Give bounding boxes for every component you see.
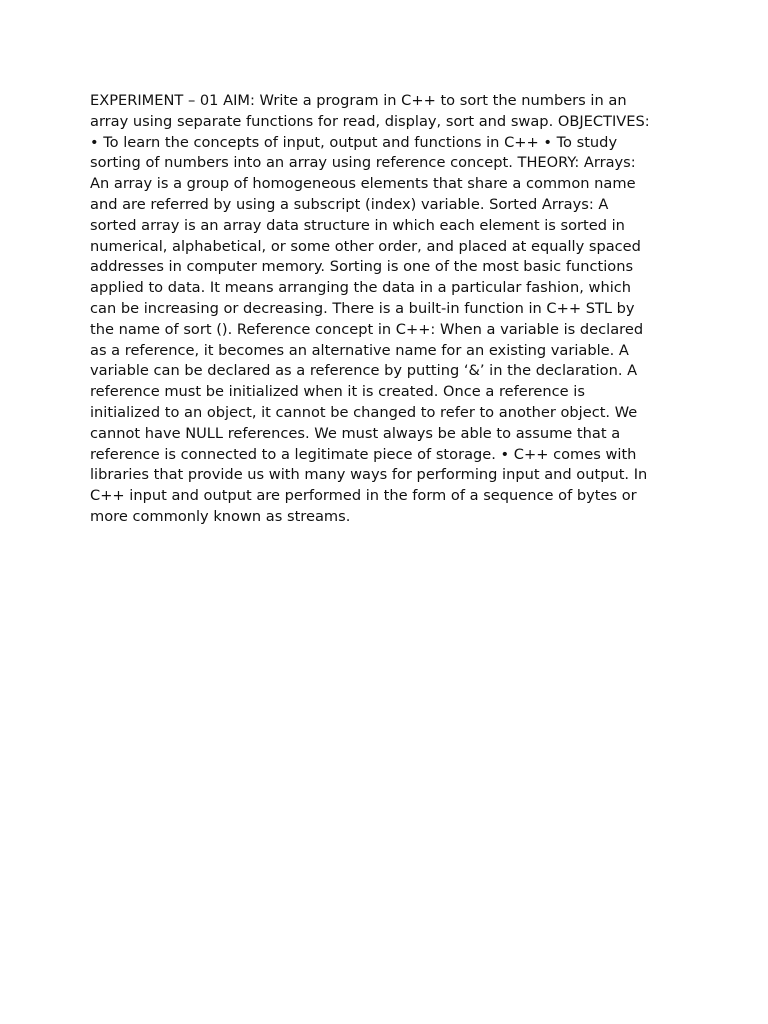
document-body-text: EXPERIMENT – 01 AIM: Write a program in C++ to sort the numbers in an array using separate functions for read, display, sort and swap. OBJECTIVES: • To learn the concepts of input, output and functions in C++ • To study sorting of numbers into an array using reference concept. THEORY: Arrays: An array is a group of homogeneous elements that share a common name and are referred by using a subscript (index) variable. Sorted Arrays: A sorted array is an array data structure in which each element is sorted in numerical, alphabetical, or some other order, and placed at equally spaced addresses in computer memory. Sorting is one of the most basic functions applied to data. It means arranging the data in a particular fashion, which can be increasing or decreasing. There is a built-in function in C++ STL by the name of sort (). Reference concept in C++: When a variable is declared as a reference, it becomes an alternative name for an existing variable. A variable can be declared as a reference by putting ‘&’ in the declaration. A reference must be initialized when it is created. Once a reference is initialized to an object, it cannot be changed to refer to another object. We cannot have NULL references. We must always be able to assume that a reference is connected to a legitimate piece of storage. • C++ comes with libraries that provide us with many ways for performing input and output. In C++ input and output are performed in the form of a sequence of bytes or more commonly known as streams. bbox=[90, 92, 650, 525]
